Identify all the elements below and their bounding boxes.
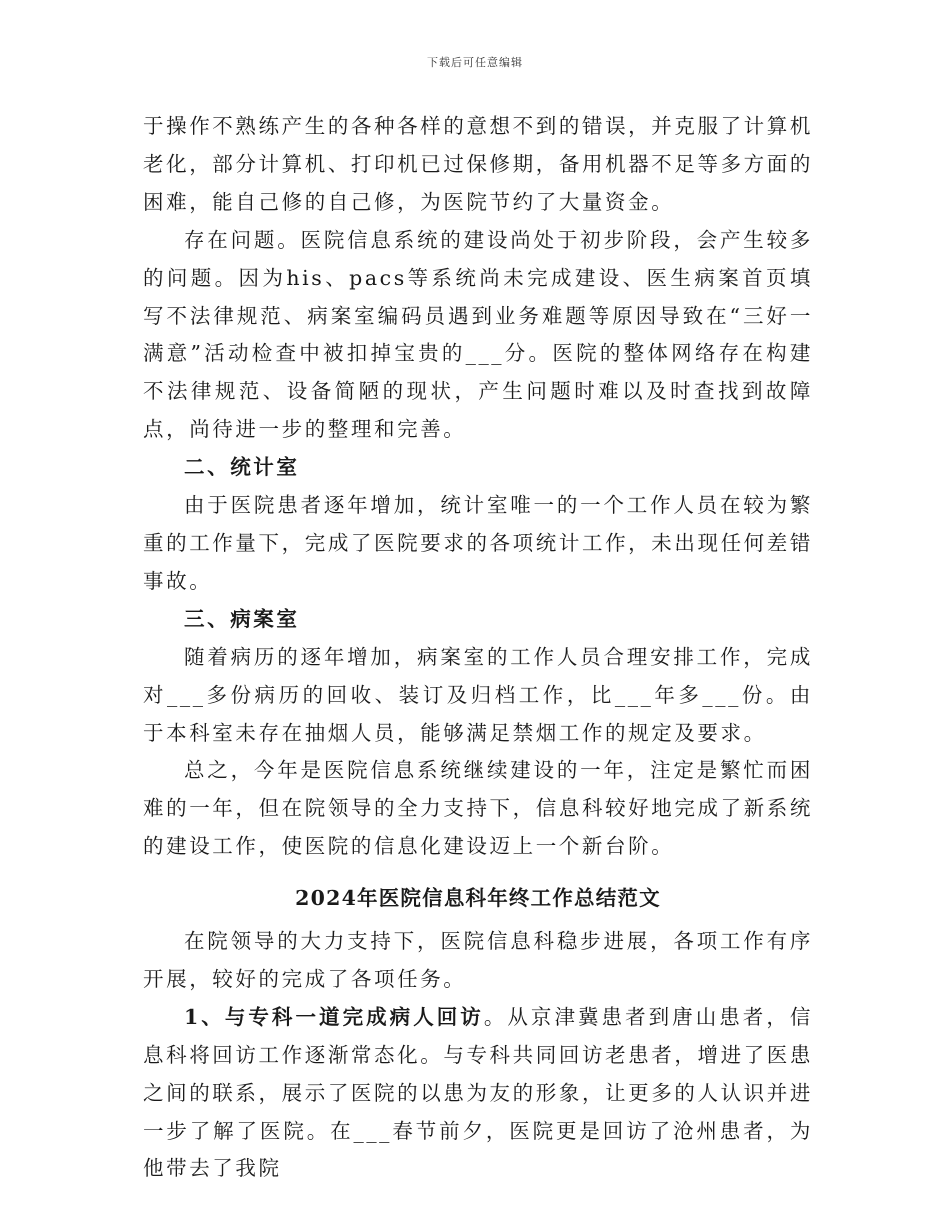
paragraph-summary: 总之，今年是医院信息系统继续建设的一年，注定是繁忙而困难的一年，但在院领导的全力支持下，信息科较好地完成了新系统的建设工作，使医院的信息化建设迈上一个新台阶。 xyxy=(143,758,813,859)
section-heading-statistics: 二、统计室 xyxy=(184,455,300,480)
paragraph-intro: 在院领导的大力支持下，医院信息科稳步进展，各项工作有序开展，较好的完成了各项任务。 xyxy=(143,929,813,991)
paragraph-followup-body: 。从京津冀患者到唐山患者，信息科将回访工作逐渐常态化。与专科共同回访老患者，增进了医患之间的联系，展示了医院的以患为友的形象，让更多的人认识并进一步了解了医院。在___春节前夕，医院更是回访了沧州患者，为他带去了我院 xyxy=(143,1004,813,1181)
paragraph-followup-lead: 1、与专科一道完成病人回访 xyxy=(184,1004,484,1029)
paragraph-followup xyxy=(143,999,813,1189)
document-title: 2024年医院信息科年终工作总结范文 xyxy=(295,886,661,911)
page-header: 下载后可任意编辑 xyxy=(427,56,523,69)
paragraph-hardware: 于操作不熟练产生的各种各样的意想不到的错误，并克服了计算机老化，部分计算机、打印机已过保修期，备用机器不足等多方面的困难，能自己修的自己修，为医院节约了大量资金。 xyxy=(143,114,813,214)
document-body xyxy=(143,108,813,1188)
paragraph-records: 随着病历的逐年增加，病案室的工作人员合理安排工作，完成对___多份病历的回收、装订及归档工作，比___年多___份。由于本科室未存在抽烟人员，能够满足禁烟工作的规定及要求。 xyxy=(143,644,813,745)
section-heading-records: 三、病案室 xyxy=(184,606,300,631)
paragraph-statistics: 由于医院患者逐年增加，统计室唯一的一个工作人员在较为繁重的工作量下，完成了医院要求的各项统计工作，未出现任何差错事故。 xyxy=(143,493,813,593)
paragraph-problems: 存在问题。医院信息系统的建设尚处于初步阶段，会产生较多的问题。因为his、pacs等系统尚未完成建设、医生病案首页填写不法律规范、病案室编码员遇到业务难题等原因导致在“三好一满意”活动检查中被扣掉宝贵的___分。医院的整体网络存在构建不法律规范、设备简陋的现状，产生问题时难以及时查找到故障点，尚待进一步的整理和完善。 xyxy=(143,227,813,442)
